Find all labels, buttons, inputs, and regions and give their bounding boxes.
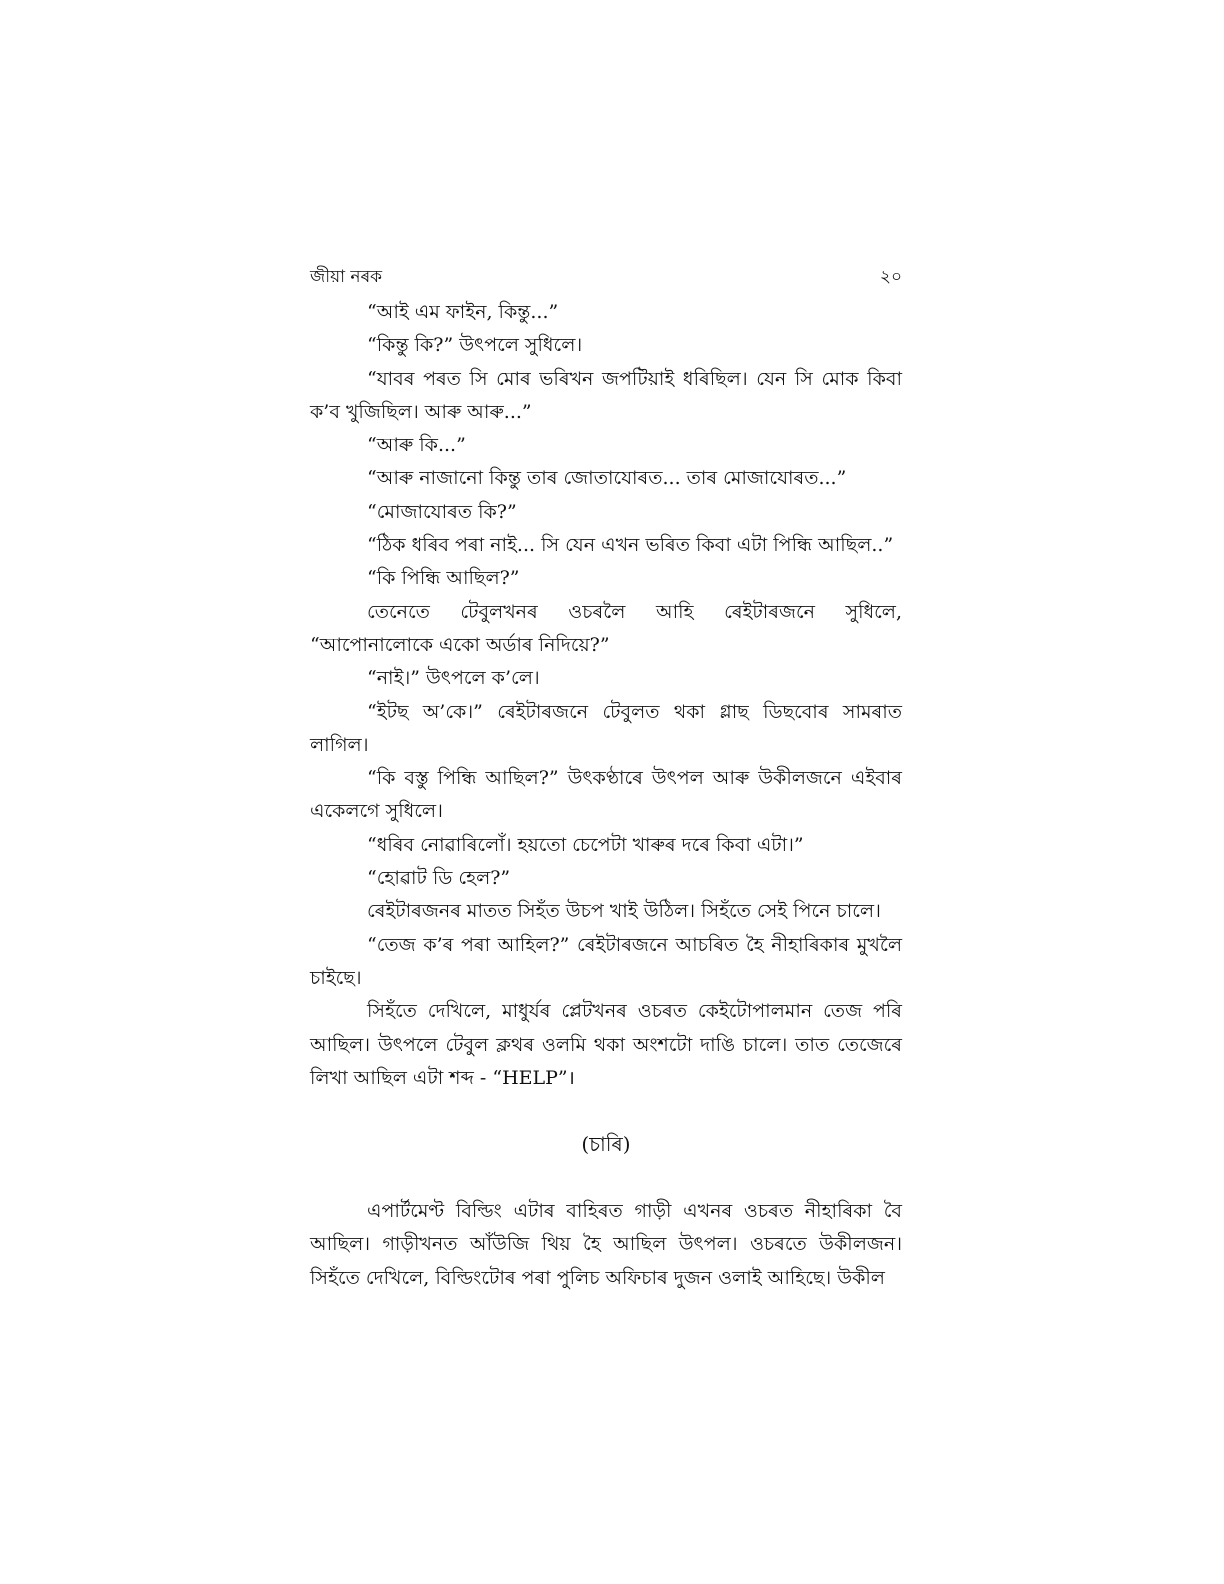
page-number: ২০	[879, 267, 902, 287]
body-text-part1	[310, 296, 902, 1095]
paragraph: এপাৰ্টমেণ্ট বিল্ডিং এটাৰ বাহিৰত গাড়ী এখনৰ ওচৰত নীহাৰিকা বৈ আছিল। গাড়ীখনত আঁউজি থিয় হৈ আছিল উৎপল। ওচৰতে উকীলজন। সিহঁতে দেখিলে, বিল্ডিংটোৰ পৰা পুলিচ অফিচাৰ দুজন ওলাই আহিছে। উকীল	[310, 1200, 902, 1289]
paragraph: “যাবৰ পৰত সি মোৰ ভৰিখন জপটিয়াই ধৰিছিল। যেন সি মোক কিবা ক’ব খুজিছিল। আৰু আৰু...”	[310, 367, 902, 423]
paragraph: “কি বস্তু পিন্ধি আছিল?” উৎকণ্ঠাৰে উৎপল আৰু উকীলজনে এইবাৰ একেলগে সুধিলে।	[310, 767, 902, 823]
paragraph: “মোজাযোৰত কি?”	[367, 500, 517, 523]
paragraph: “ঠিক ধৰিব পৰা নাই... সি যেন এখন ভৰিত কিবা এটা পিন্ধি আছিল..”	[367, 534, 894, 557]
paragraph: ৰেইটাৰজনৰ মাতত সিহঁত উচপ খাই উঠিল। সিহঁতে সেই পিনে চালে।	[367, 900, 881, 923]
running-header	[310, 262, 902, 292]
paragraph: “তেজ ক’ৰ পৰা আহিল?” ৰেইটাৰজনে আচৰিত হৈ নীহাৰিকাৰ মুখলৈ চাইছে।	[310, 933, 902, 989]
paragraph: “কি পিন্ধি আছিল?”	[367, 567, 520, 590]
paragraph: “আই এম ফাইন, কিন্তু...”	[367, 301, 559, 323]
body-text-part2	[310, 1195, 902, 1295]
book-page	[310, 262, 902, 1295]
paragraph: “ধৰিব নোৱাৰিলোঁ। হয়তো চেপেটা খাৰুৰ দৰে কিবা এটা।”	[367, 833, 804, 856]
paragraph: “ইটছ অ’কে।” ৰেইটাৰজনে টেবুলত থকা গ্লাছ ডিছবোৰ সামৰাত লাগিল।	[310, 700, 902, 756]
paragraph: “কিন্তু কি?” উৎপলে সুধিলে।	[367, 334, 583, 357]
paragraph: “নাই।” উৎপলে ক’লে।	[367, 667, 540, 690]
paragraph: “আৰু কি...”	[367, 434, 466, 457]
book-title: জীয়া নৰক	[310, 267, 383, 287]
paragraph: “আৰু নাজানো কিন্তু তাৰ জোতাযোৰত... তাৰ মোজাযোৰত...”	[367, 467, 847, 490]
section-heading: (চাৰি)	[581, 1132, 631, 1157]
paragraph: “হোৱাট ডি হেল?”	[367, 867, 511, 890]
paragraph: সিহঁতে দেখিলে, মাধুৰ্যৰ প্লেটখনৰ ওচৰত কেইটোপালমান তেজ পৰি আছিল। উৎপলে টেবুল ক্লথৰ ওলমি থকা অংশটো দাঙি চালে। তাত তেজেৰে লিখা আছিল এটা শব্দ - “HELP”।	[310, 1000, 902, 1089]
paragraph: তেনেতে টেবুলখনৰ ওচৰলৈ আহি ৰেইটাৰজনে সুধিলে, “আপোনালোকে একো অৰ্ডাৰ নিদিয়ে?”	[310, 600, 902, 656]
